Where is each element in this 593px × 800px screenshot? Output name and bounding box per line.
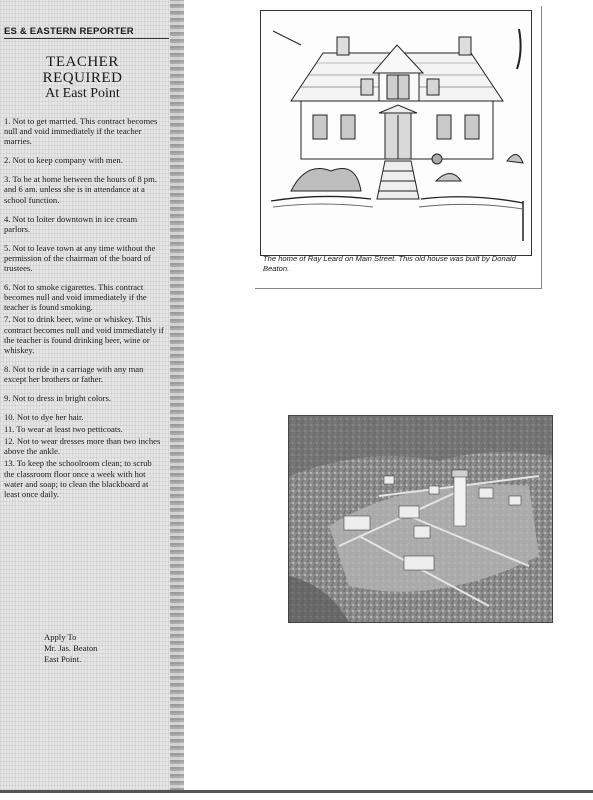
house-illustration xyxy=(261,11,531,255)
rule-item: 8. Not to ride in a carriage with any man except her brothers or father. xyxy=(4,363,144,384)
page-bottom-rule xyxy=(0,790,593,793)
rule-item: 9. Not to dress in bright colors. xyxy=(4,392,111,403)
apply-to-block xyxy=(44,632,144,665)
headline-line-2: REQUIRED xyxy=(42,70,123,86)
rules-list xyxy=(4,116,164,508)
headline-line-1: TEACHER xyxy=(46,54,119,70)
rule-item: 6. Not to smoke cigarettes. This contract becomes null and void immediately if the teacher is found smoking. xyxy=(4,282,147,313)
headline-line-3: At East Point xyxy=(45,86,120,101)
rule-item: 1. Not to get married. This contract becomes null and void immediately if the teacher marries. xyxy=(4,116,158,147)
rule-item: 5. Not to leave town at any time without the permission of the chairman of the board of trustees. xyxy=(4,242,156,274)
apply-line-1: Apply To xyxy=(44,632,77,642)
newspaper-masthead: ES & EASTERN REPORTER xyxy=(4,26,169,39)
apply-line-2: Mr. Jas. Beaton xyxy=(44,643,98,653)
clipping-headline xyxy=(0,54,165,102)
rule-item: 10. Not to dye her hair. xyxy=(4,412,84,423)
rule-item: 12. Not to wear dresses more than two inches above the ankle. xyxy=(4,436,161,457)
rule-item: 13. To keep the schoolroom clean; to scrub the classroom floor once a week with hot water and soap; to clean the blackboard at least once daily. xyxy=(4,458,152,499)
photo-caption: The home of Ray Leard on Main Street. This old house was built by Donald Beaton. xyxy=(263,254,516,273)
aerial-lighthouse-photo xyxy=(288,415,553,623)
rule-item: 2. Not to keep company with men. xyxy=(4,155,123,166)
rule-item: 4. Not to loiter downtown in ice cream parlors. xyxy=(4,213,138,234)
rule-item: 7. Not to drink beer, wine or whiskey. This contract becomes null and void immediately if the teacher is found drinking beer, wine or whiskey. xyxy=(4,314,164,355)
rule-item: 3. To be at home between the hours of 8 pm. and 6 am. unless she is in attendance at a school function. xyxy=(4,174,157,205)
lighthouse-aerial-image xyxy=(289,416,552,622)
rule-item: 11. To wear at least two petticoats. xyxy=(4,424,123,435)
clipping-torn-edge xyxy=(170,0,184,790)
newspaper-clipping xyxy=(0,0,180,790)
house-drawing xyxy=(260,10,532,256)
apply-line-3: East Point. xyxy=(44,654,82,664)
